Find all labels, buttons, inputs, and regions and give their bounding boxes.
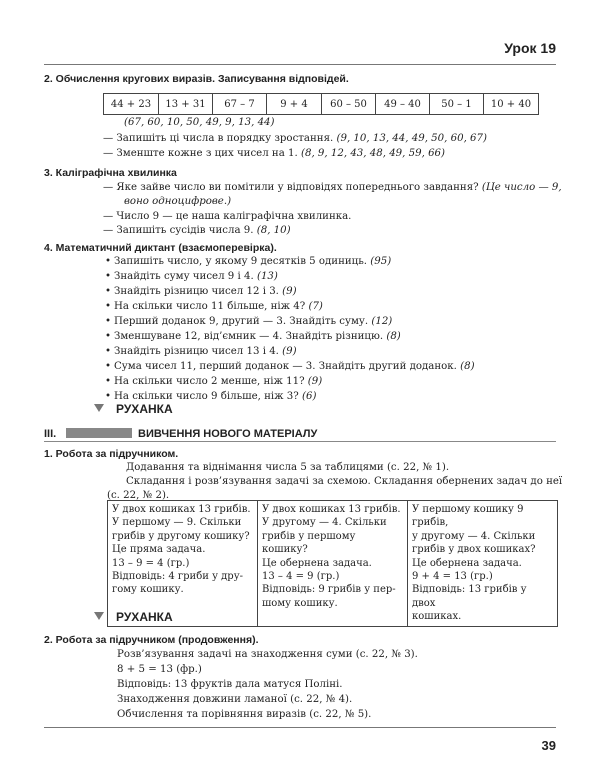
neighbors-answer: (8, 10): [256, 225, 291, 236]
task-sort-answer: (9, 10, 13, 44, 49, 50, 60, 67): [336, 133, 487, 144]
dictation-item: • Знайдіть різницю чисел 12 і 3. (9): [114, 286, 297, 297]
calligraphy-note: — Число 9 — це наша каліграфічна хвилинка.: [103, 211, 352, 222]
dictation-item: • На скільки число 2 менше, ніж 11? (9): [114, 376, 322, 387]
task-cell-direct: У двох кошиках 13 грибів. У першому — 9. Скільки грибів у другому кошику? Це пряма задача. 13 – 9 = 4 (гр.) Відповідь: 4 гриби у дру- гому кошику.: [108, 501, 258, 627]
work-2-line: Обчислення та порівняння виразів (с. 22, № 5).: [117, 709, 372, 720]
triangle-down-icon: [94, 404, 104, 412]
dictation-item: • Запишіть число, у якому 9 десятків 5 одиниць. (95): [114, 256, 391, 267]
task-cell-inverse-1: У двох кошиках 13 грибів. У другому — 4. Скільки грибів у першому кошику? Це обернена задача. 13 – 4 = 9 (гр.) Відповідь: 9 грибів у пер- шому кошику.: [258, 501, 408, 627]
expression-cell: 50 – 1: [430, 94, 484, 115]
expressions-table: [103, 93, 539, 115]
dictation-item: • Сума чисел 11, перший доданок — 3. Знайдіть другий доданок. (8): [114, 361, 475, 372]
dictation-item: • Перший доданок 9, другий — 3. Знайдіть суму. (12): [114, 316, 392, 327]
section-3-title: 3. Каліграфічна хвилинка: [44, 167, 177, 179]
part-3-heading: III. ВИВЧЕННЯ НОВОГО МАТЕРІАЛУ: [44, 428, 318, 440]
expression-cell: 10 + 40: [484, 94, 539, 115]
dictation-item: • На скільки число 11 більше, ніж 4? (7): [114, 301, 323, 312]
answer-extra-number-a: (Це число — 9,: [481, 182, 562, 193]
work-2-line: Знаходження довжини ламаної (с. 22, № 4).: [117, 694, 353, 705]
task-decrease-answer: (8, 9, 12, 43, 48, 49, 59, 66): [300, 148, 446, 159]
expression-cell: 60 – 50: [322, 94, 376, 115]
task-sort: — Запишіть ці числа в порядку зростання.: [103, 133, 334, 144]
expression-cell: 49 – 40: [376, 94, 430, 115]
dictation-item: • На скільки число 9 більше, ніж 3? (6): [114, 391, 316, 402]
question-extra-number: — Яке зайве число ви помітили у відповідях попереднього завдання?: [103, 182, 479, 193]
ruhanka-heading: РУХАНКА: [94, 402, 173, 416]
task-decrease: — Зменште кожне з цих чисел на 1.: [103, 148, 298, 159]
footer-rule: [44, 727, 556, 728]
triangle-down-icon: [94, 612, 104, 620]
work-1-line: (с. 22, № 2).: [107, 490, 170, 501]
work-2-title: 2. Робота за підручником (продовження).: [44, 634, 259, 646]
expression-cell: 44 + 23: [104, 94, 159, 115]
dictation-item: • Зменшуване 12, від’ємник — 4. Знайдіть різницю. (8): [114, 331, 401, 342]
dictation-item: • Знайдіть суму чисел 9 і 4. (13): [114, 271, 278, 282]
tasks-table: [107, 500, 558, 627]
section-4-title: 4. Математичний диктант (взаємоперевірка).: [44, 242, 277, 254]
header-rule: [44, 64, 556, 65]
expression-cell: 13 + 31: [159, 94, 213, 115]
work-2-line: 8 + 5 = 13 (фр.): [117, 664, 202, 675]
task-cell-inverse-2: У першому кошику 9 грибів, у другому — 4. Скільки грибів у двох кошиках? Це обернена задача. 9 + 4 = 13 (гр.) Відповідь: 13 грибів у двох кошиках.: [408, 501, 558, 627]
expression-cell: 9 + 4: [267, 94, 322, 115]
neighbors-task: — Запишіть сусідів числа 9.: [103, 225, 254, 236]
work-1-line: Додавання та віднімання числа 5 за таблицями (с. 22, № 1).: [126, 462, 450, 473]
work-1-line: Складання і розв’язування задачі за схемою. Складання обернених задач до неї: [126, 476, 563, 487]
work-2-line: Розв’язування задачі на знаходження суми (с. 22, № 3).: [117, 649, 418, 660]
answer-extra-number-b: воно одноцифрове.): [124, 196, 232, 207]
answers-list: (67, 60, 10, 50, 49, 9, 13, 44): [124, 117, 275, 128]
work-2-line: Відповідь: 13 фруктів дала матуся Поліні.: [117, 679, 343, 690]
ruhanka-heading: РУХАНКА: [94, 610, 173, 624]
gray-bar: [66, 428, 132, 438]
lesson-header: Урок 19: [504, 40, 556, 56]
expression-cell: 67 – 7: [213, 94, 267, 115]
dictation-item: • Знайдіть різницю чисел 13 і 4. (9): [114, 346, 297, 357]
page-number: 39: [541, 738, 556, 753]
part-3-rule: [44, 441, 556, 442]
section-2-title: 2. Обчислення кругових виразів. Записування відповідей.: [44, 73, 349, 85]
work-1-title: 1. Робота за підручником.: [44, 448, 179, 460]
